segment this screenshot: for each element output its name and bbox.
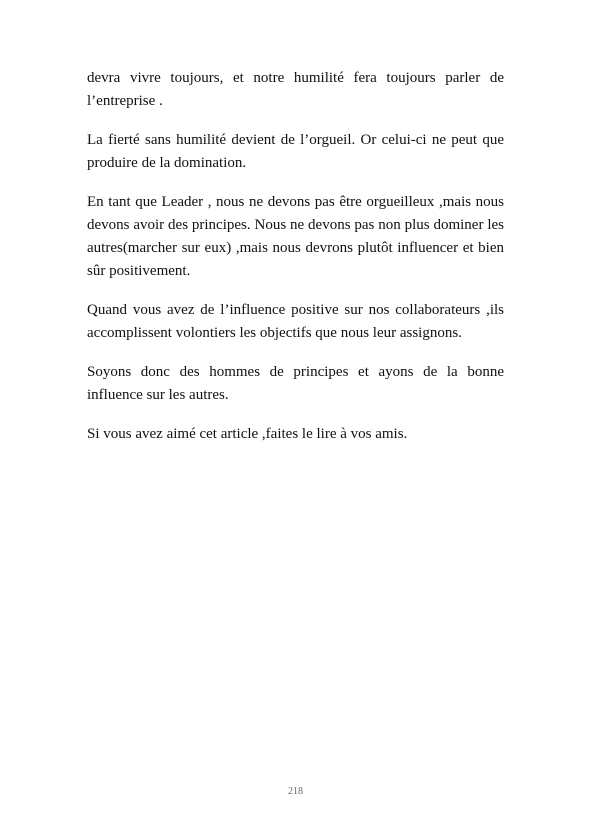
paragraph-4: Quand vous avez de l’influence positive sur nos collaborateurs ,ils accomplissent volontiers les objectifs que nous leur assignons. — [87, 302, 504, 341]
paragraph-2: La fierté sans humilité devient de l’orgueil. Or celui-ci ne peut que produire de la domination. — [87, 132, 504, 171]
page-body — [87, 67, 504, 462]
page-number: 218 — [288, 786, 303, 797]
paragraph-1: devra vivre toujours, et notre humilité fera toujours parler de l’entreprise . — [87, 70, 504, 109]
paragraph-3: En tant que Leader , nous ne devons pas être orgueilleux ,mais nous devons avoir des principes. Nous ne devons pas non plus dominer les autres(marcher sur eux) ,mais nous devrons plutôt influencer et bien sûr positivement. — [87, 194, 504, 279]
paragraph-5: Soyons donc des hommes de principes et ayons de la bonne influence sur les autres. — [87, 364, 504, 403]
paragraph-6: Si vous avez aimé cet article ,faites le lire à vos amis. — [87, 426, 408, 442]
